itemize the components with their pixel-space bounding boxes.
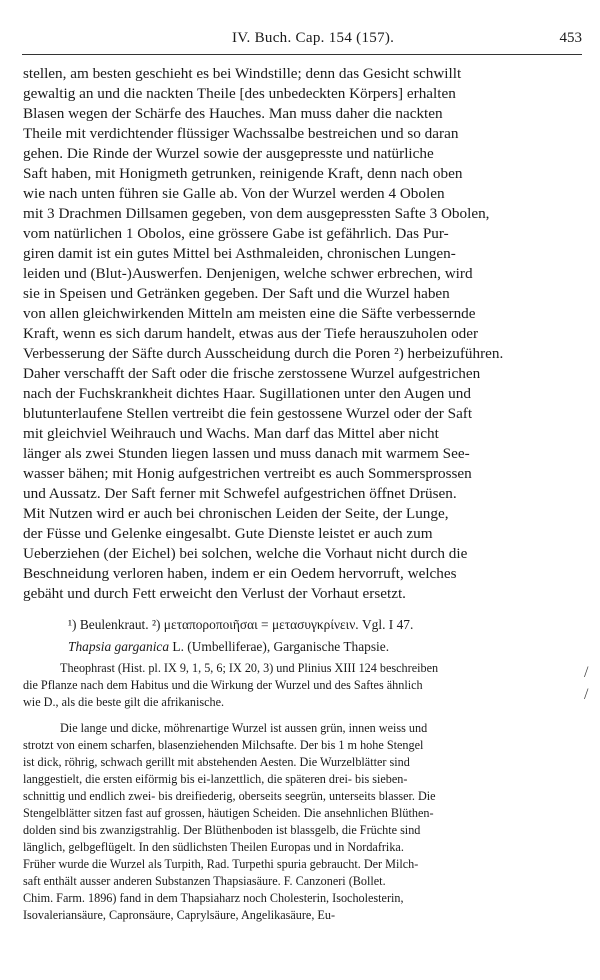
commentary-line: länglich, gelbgeflügelt. In den südlichsten Theilen Europas und in Nordafrika. xyxy=(23,840,404,854)
margin-mark: / xyxy=(584,664,589,681)
species-heading xyxy=(68,638,600,656)
species-name: Thapsia garganica xyxy=(68,639,170,654)
commentary-line: saft enthält ausser anderen Substanzen Thapsiasäure. F. Canzoneri (Bollet. xyxy=(23,874,386,888)
commentary-line: dolden sind bis zwanzigstrahlig. Der Blüthenboden ist blassgelb, die Früchte sind xyxy=(23,823,421,837)
body-line: mit gleichviel Weihrauch und Wachs. Man darf das Mittel aber nicht xyxy=(23,425,439,442)
page-header xyxy=(22,30,582,48)
page-number: 453 xyxy=(559,30,582,46)
body-line: wie nach unten führen sie Galle ab. Von der Wurzel werden 4 Obolen xyxy=(23,185,445,202)
body-line: wasser bähen; mit Honig aufgestrichen vertreibt es auch Sommersprossen xyxy=(23,465,472,482)
body-line: blutunterlaufene Stellen vertreibt die fein gestossene Wurzel oder der Saft xyxy=(23,405,473,422)
body-line: sie in Speisen und Getränken gegeben. Der Saft und die Wurzel haben xyxy=(23,285,450,302)
margin-mark: / xyxy=(584,686,589,703)
commentary-line: Chim. Farm. 1896) fand in dem Thapsiaharz noch Cholesterin, Isocholesterin, xyxy=(23,891,404,905)
commentary-line: ist dick, röhrig, schwach gerillt mit abstehenden Aesten. Die Wurzelblätter sind xyxy=(23,755,410,769)
body-line: Kraft, wenn es sich darum handelt, etwas aus der Tiefe herauszuholen oder xyxy=(23,325,479,342)
commentary-line: Theophrast (Hist. pl. IX 9, 1, 5, 6; IX 20, 3) und Plinius XIII 124 beschreiben xyxy=(60,661,439,675)
body-line: mit 3 Drachmen Dillsamen gegeben, von dem ausgepressten Safte 3 Obolen, xyxy=(23,205,490,222)
running-title: IV. Buch. Cap. 154 (157). xyxy=(232,30,395,46)
commentary-line: Isovaleriansäure, Capronsäure, Caprylsäure, Angelikasäure, Eu- xyxy=(23,908,336,922)
body-line: giren damit ist ein gutes Mittel bei Asthmaleiden, chronischen Lungen- xyxy=(23,245,456,262)
body-line: der Füsse und Gelenke eingesalbt. Gute Dienste leistet er auch zum xyxy=(23,525,433,542)
body-line: Blasen wegen der Schärfe des Hauches. Man muss daher die nackten xyxy=(23,105,443,122)
body-line: Mit Nutzen wird er auch bei chronischen Leiden der Seite, der Lunge, xyxy=(23,505,449,522)
commentary-line: langgestielt, die ersten eiförmig bis ei-lanzettlich, die späteren drei- bis sieben- xyxy=(23,772,408,786)
body-line: von allen gleichwirkenden Mitteln am meisten eine die Säfte verbessernde xyxy=(23,305,476,322)
body-line: leiden und (Blut-)Auswerfen. Denjenigen, welche schwer erbrechen, wird xyxy=(23,265,473,282)
commentary-line: Die lange und dicke, möhrenartige Wurzel ist aussen grün, innen weiss und xyxy=(60,721,428,735)
body-line: vom natürlichen 1 Obolos, eine grössere Gabe ist gefährlich. Das Pur- xyxy=(23,225,449,242)
body-line: und Aussatz. Der Saft ferner mit Schwefel aufgestrichen öffnet Drüsen. xyxy=(23,485,457,502)
body-line: gewaltig an und die nackten Theile [des unbedeckten Körpers] erhalten xyxy=(23,85,456,102)
body-line: Ueberziehen (der Eichel) bei solchen, welche die Vorhaut nicht durch die xyxy=(23,545,468,562)
body-line: gehen. Die Rinde der Wurzel sowie der ausgepresste und natürliche xyxy=(23,145,434,162)
commentary-line: wie D., als die beste gilt die afrikanische. xyxy=(23,695,225,709)
body-line: gebäht und durch Fett erweicht den Verlust der Vorhaut ersetzt. xyxy=(23,585,406,602)
commentary-line: Stengelblätter sitzen fast auf grossen, häutigen Scheiden. Die ansehnlichen Blüthen- xyxy=(23,806,434,820)
body-line: Theile mit verdichtender flüssiger Wachssalbe bestreichen und so daran xyxy=(23,125,459,142)
body-line: stellen, am besten geschieht es bei Windstille; denn das Gesicht schwillt xyxy=(23,65,462,82)
commentary-line: strotzt von einem scharfen, blasenziehenden Milchsafte. Der bis 1 m hohe Stengel xyxy=(23,738,424,752)
species-description: L. (Umbelliferae), Garganische Thapsie. xyxy=(169,639,390,654)
footnote-line: ¹) Beulenkraut. ²) μεταποροποιῆσαι = μετασυγκρίνειν. Vgl. I 47. xyxy=(68,617,414,632)
body-line: Beschneidung verloren haben, indem er ein Oedem hervorruft, welches xyxy=(23,565,457,582)
body-line: Verbesserung der Säfte durch Ausscheidung durch die Poren ²) herbeizuführen. xyxy=(23,345,504,362)
commentary-line: die Pflanze nach dem Habitus und die Wirkung der Wurzel und des Saftes ähnlich xyxy=(23,678,423,692)
body-line: nach der Fuchskrankheit dichtes Haar. Sugillationen unter den Augen und xyxy=(23,385,471,402)
body-line: länger als zwei Stunden liegen lassen und muss danach mit warmem See- xyxy=(23,445,470,462)
commentary-line: schnittig und endlich zwei- bis dreifiederig, oberseits seegrün, unterseits blasser. Die xyxy=(23,789,436,803)
body-line: Saft haben, mit Honigmeth getrunken, reinigende Kraft, denn nach oben xyxy=(23,165,463,182)
body-line: Daher verschafft der Saft oder die frische zerstossene Wurzel aufgestrichen xyxy=(23,365,481,382)
commentary-line: Früher wurde die Wurzel als Turpith, Rad. Turpethi spuria gebraucht. Der Milch- xyxy=(23,857,419,871)
header-rule xyxy=(22,54,582,55)
